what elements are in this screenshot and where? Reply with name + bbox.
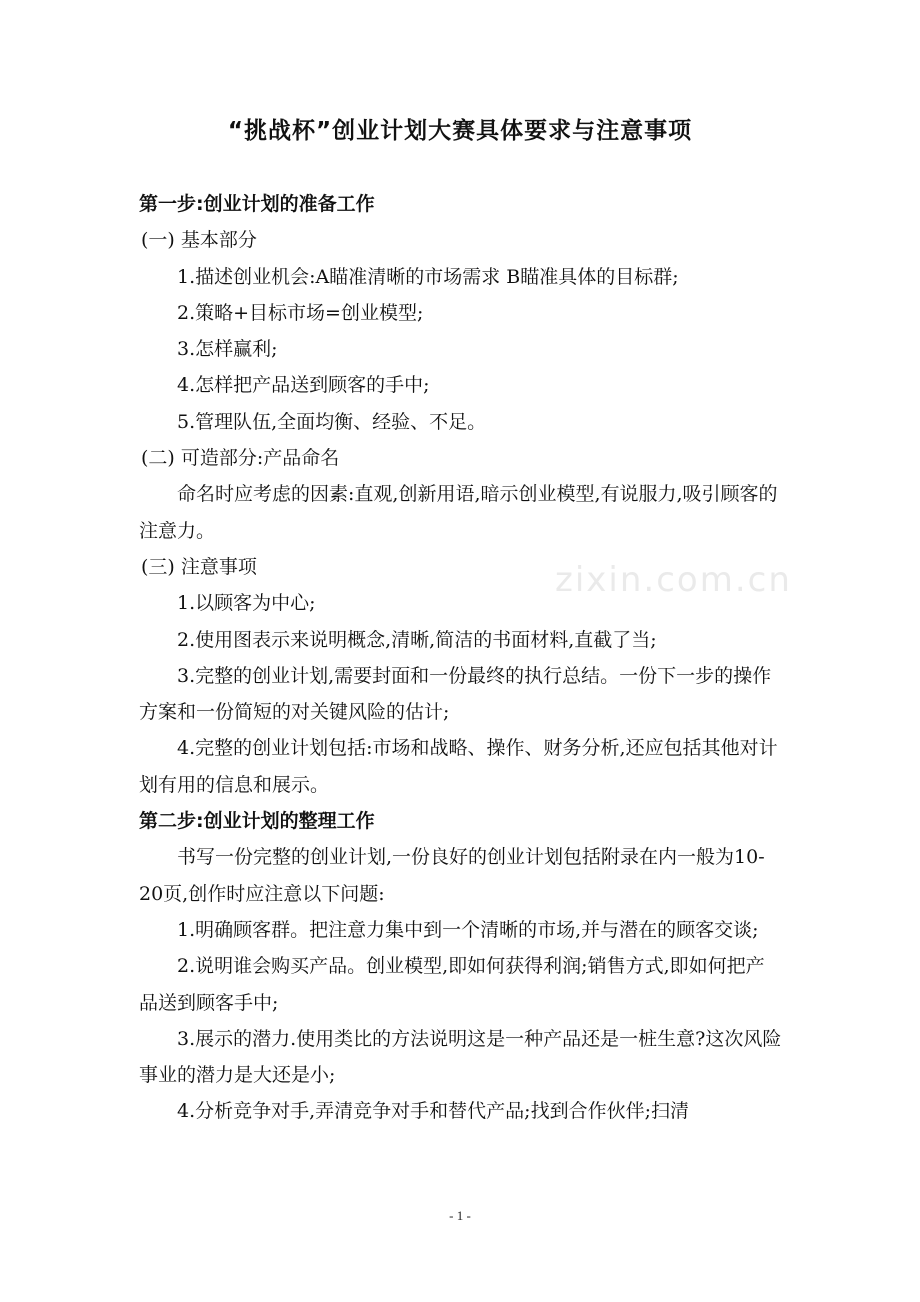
part1-item: 1.描述创业机会:A瞄准清晰的市场需求 B瞄准具体的目标群; — [177, 265, 679, 288]
part1-item: 5.管理队伍,全面均衡、经验、不足。 — [177, 410, 487, 433]
step2-item: 2.说明谁会购买产品。创业模型,即如何获得利润;销售方式,即如何把产品送到顾客手中; — [139, 955, 765, 1014]
part3-heading: (三) 注意事项 — [141, 555, 257, 578]
step1-heading: 第一步:创业计划的准备工作 — [139, 193, 375, 215]
part1-heading: (一) 基本部分 — [141, 229, 257, 252]
step2-heading: 第二步:创业计划的整理工作 — [139, 810, 375, 833]
document-title: “挑战杯”创业计划大赛具体要求与注意事项 — [227, 118, 693, 144]
part1-item: 2.策略+目标市场=创业模型; — [177, 301, 424, 324]
part2-heading: (二) 可造部分:产品命名 — [141, 447, 340, 470]
page-number: - 1 - — [449, 1208, 471, 1223]
step2-item: 3.展示的潜力.使用类比的方法说明这是一种产品还是一桩生意?这次风险事业的潜力是大还是小; — [139, 1027, 782, 1087]
part3-item: 1.以顾客为中心; — [177, 592, 316, 615]
document-body — [139, 186, 783, 1130]
part1-item: 4.怎样把产品送到顾客的手中; — [177, 374, 430, 397]
step2-item: 1.明确顾客群。把注意力集中到一个清晰的市场,并与潜在的顾客交谈; — [177, 918, 759, 941]
part3-item: 4.完整的创业计划包括:市场和战略、操作、财务分析,还应包括其他对计划有用的信息和展示。 — [139, 737, 778, 796]
step2-item: 4.分析竞争对手,弄清竞争对手和替代产品;找到合作伙伴;扫清 — [177, 1100, 689, 1123]
part3-item: 3.完整的创业计划,需要封面和一份最终的执行总结。一份下一步的操作方案和一份简短的对关键风险的估计; — [139, 664, 772, 724]
part3-item: 2.使用图表示来说明概念,清晰,简洁的书面材料,直截了当; — [177, 628, 657, 651]
part2-text: 命名时应考虑的因素:直观,创新用语,暗示创业模型,有说服力,吸引顾客的注意力。 — [139, 483, 778, 542]
step2-intro: 书写一份完整的创业计划,一份良好的创业计划包括附录在内一般为10-20页,创作时应注意以下问题: — [139, 846, 765, 905]
part1-item: 3.怎样赢利; — [177, 338, 278, 361]
watermark: zixin.com.cn — [555, 560, 792, 600]
